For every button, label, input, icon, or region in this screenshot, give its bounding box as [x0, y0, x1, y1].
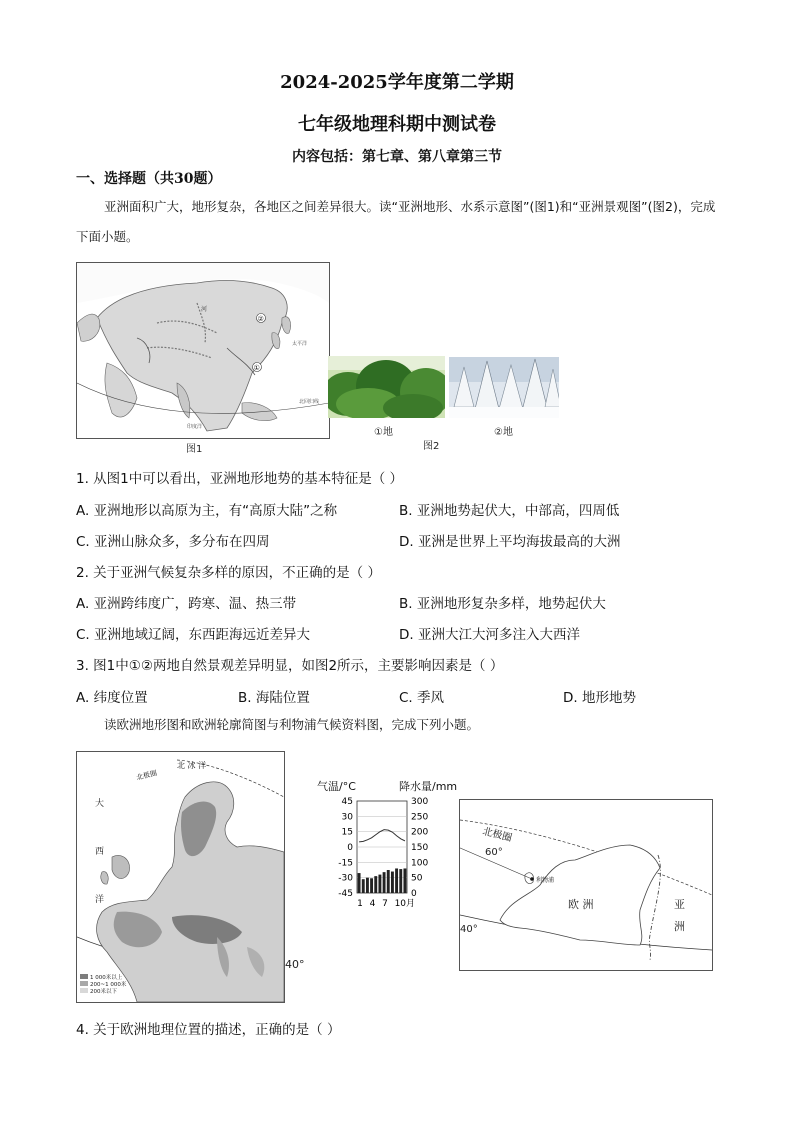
precip-bar	[387, 870, 390, 893]
precip-tick-label: 150	[411, 843, 429, 853]
europe-terrain-map	[76, 751, 285, 1003]
q3-option-a[interactable]: A. 纬度位置	[76, 690, 148, 706]
europe-label: 欧 洲	[568, 898, 594, 911]
q2-stem: 2. 关于亚洲气候复杂多样的原因，不正确的是（ ）	[76, 565, 381, 581]
section-title: 一、选择题（共30题）	[76, 171, 222, 187]
arctic-ocean-label: 北 冰 洋	[177, 761, 207, 770]
forest-photo	[328, 356, 445, 418]
q3-option-b[interactable]: B. 海陆位置	[238, 690, 310, 706]
q1-option-a[interactable]: A. 亚洲地形以高原为主，有“高原大陆”之称	[76, 503, 338, 519]
q2-option-b[interactable]: B. 亚洲地形复杂多样，地势起伏大	[399, 596, 606, 612]
q2-option-a[interactable]: A. 亚洲跨纬度广，跨寒、温、热三带	[76, 596, 297, 612]
temp-tick-label: 45	[341, 797, 353, 807]
q3-option-c[interactable]: C. 季风	[399, 690, 445, 706]
climate-chart	[313, 776, 463, 916]
q3-option-d[interactable]: D. 地形地势	[563, 690, 636, 706]
map-point-2: ②	[257, 315, 264, 323]
month-tick-label: 4	[369, 899, 376, 909]
snow-photo	[449, 357, 559, 418]
q1-option-d[interactable]: D. 亚洲是世界上平均海拔最高的大洲	[399, 534, 621, 550]
arctic-circle-label: 北极圈	[135, 769, 158, 782]
temp-tick-label: 30	[341, 812, 353, 823]
legend-high: 1 000米以上	[90, 975, 123, 981]
precip-bar	[366, 878, 369, 893]
outline-arctic-circle-label: 北极圈	[481, 826, 514, 845]
precip-bar	[403, 868, 406, 893]
europe-outline-map	[459, 799, 713, 971]
precip-bar	[370, 878, 373, 893]
lat60-label: 60°	[485, 847, 503, 858]
q2-option-c[interactable]: C. 亚洲地域辽阔，东西距海远近差异大	[76, 627, 311, 643]
group2-intro: 读欧洲地形图和欧洲轮廓简图与利物浦气候资料图，完成下列小题。	[104, 717, 480, 732]
q1-option-b[interactable]: B. 亚洲地势起伏大，中部高，四周低	[399, 503, 620, 519]
temp-tick-label: 15	[341, 827, 353, 838]
precip-tick-label: 300	[411, 797, 429, 807]
asia-char-1: 亚	[674, 898, 685, 911]
map-point-1: ①	[253, 364, 260, 372]
temp-tick-label: -45	[338, 889, 353, 899]
temp-axis-label: 气温/°C	[317, 780, 356, 793]
precip-tick-label: 100	[411, 858, 429, 869]
precip-tick-label: 250	[411, 812, 429, 823]
tropic-label: 北回归线	[299, 399, 320, 405]
outline-lat40-label: 40°	[460, 924, 478, 935]
precip-tick-label: 50	[411, 873, 423, 884]
month-tick-label: 1	[357, 899, 363, 909]
precip-bar	[399, 869, 402, 893]
precip-bar	[358, 873, 361, 893]
q1-option-c[interactable]: C. 亚洲山脉众多，多分布在四周	[76, 534, 270, 550]
indian-label: 印度洋	[187, 424, 203, 430]
precip-bar	[362, 879, 365, 893]
legend-mid: 200~1 000米	[90, 982, 127, 988]
month-tick-label: 7	[382, 899, 388, 909]
precip-bar	[395, 868, 398, 893]
precip-tick-label: 0	[411, 889, 417, 899]
precip-tick-label: 200	[411, 827, 429, 838]
q4-stem: 4. 关于欧洲地理位置的描述，正确的是（ ）	[76, 1022, 341, 1038]
fig2-caption: 图2	[423, 441, 440, 452]
photo2-caption: ②地	[494, 427, 513, 438]
atlantic-char-2: 西	[95, 847, 105, 857]
temp-tick-label: -30	[338, 873, 353, 884]
precip-bar	[378, 875, 381, 893]
q3-stem: 3. 图1中①②两地自然景观差异明显，如图2所示，主要影响因素是（ ）	[76, 658, 504, 674]
fig1-caption: 图1	[186, 444, 203, 455]
q2-option-d[interactable]: D. 亚洲大江大河多注入大西洋	[399, 627, 580, 643]
exam-title: 七年级地理科期中测试卷	[298, 114, 496, 135]
temp-tick-label: -15	[338, 858, 353, 869]
pacific-label: 太平洋	[292, 341, 308, 347]
precip-bar	[391, 872, 394, 893]
group1-intro: 亚洲面积广大，地形复杂，各地区之间差异很大。读“亚洲地形、水系示意图”(图1)和“亚洲景观图”(图2)，完成下面小题。	[76, 199, 716, 244]
q1-stem: 1. 从图1中可以看出，亚洲地形地势的基本特征是（ ）	[76, 471, 404, 487]
legend-low: 200米以下	[90, 989, 117, 995]
month-tick-label: 10月	[394, 899, 416, 909]
precip-bar	[383, 872, 386, 893]
temp-tick-label: 0	[347, 843, 353, 853]
atlantic-char-3: 洋	[95, 895, 105, 905]
europe-lat40-label: 40°	[285, 958, 305, 971]
precip-bar	[374, 876, 377, 893]
exam-scope: 内容包括：第七章、第八章第三节	[292, 149, 502, 165]
asia-map	[76, 262, 330, 439]
atlantic-char-1: 大	[95, 799, 105, 809]
river-label: 河	[201, 306, 208, 313]
liverpool-label: 利物浦	[536, 877, 555, 884]
asia-char-2: 洲	[674, 920, 685, 933]
photo1-caption: ①地	[374, 427, 393, 438]
precip-axis-label: 降水量/mm	[399, 780, 458, 793]
year-line: 2024-2025学年度第二学期	[280, 72, 514, 93]
